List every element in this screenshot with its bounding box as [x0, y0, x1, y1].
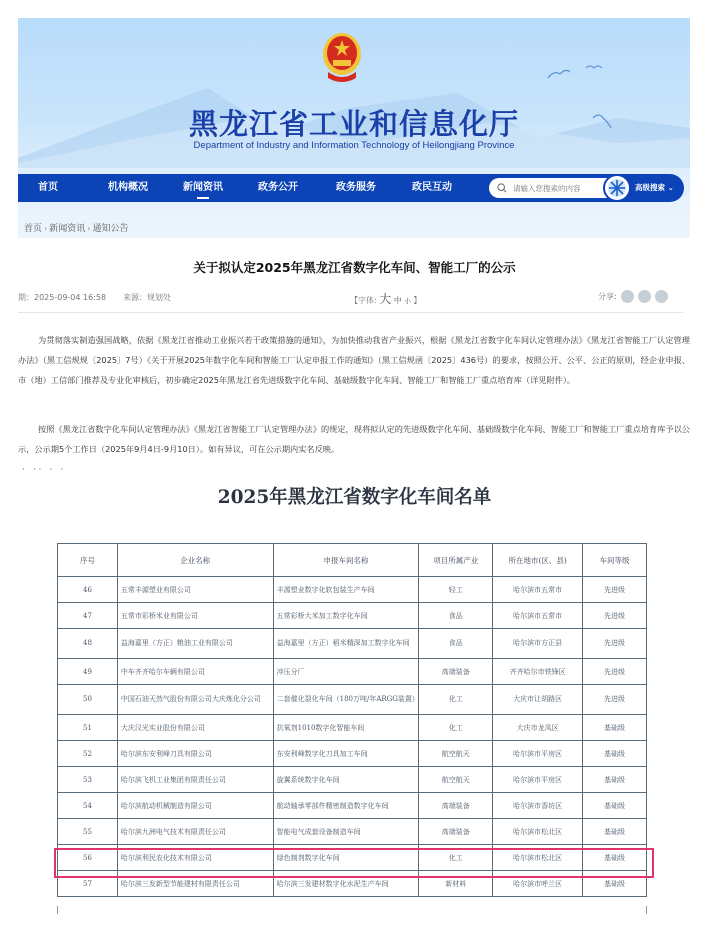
cell-location: 哈尔滨市平房区: [493, 767, 583, 793]
cell-level: 基础级: [583, 845, 647, 871]
cell-company: 中国石油天然气股份有限公司大庆炼化分公司: [117, 685, 273, 715]
chevron-right-icon: ›: [44, 224, 48, 233]
table-header-row: [58, 544, 647, 577]
cell-industry: 轻工: [419, 577, 493, 603]
article-paragraph-2: 按照《黑龙江省数字化车间认定管理办法》《黑龙江省智能工厂认定管理办法》的规定，现将拟认定的先进级数字化车间、基础级数字化车间、智能工厂和智能工厂重点培育库予以公示，公示期5个工作日（2025年9月4日-9月10日）。如有异议，可在公示期内实名反映。: [18, 424, 690, 454]
cell-no: 48: [58, 629, 118, 659]
font-medium-button[interactable]: 中: [393, 296, 402, 305]
cell-workshop: 五常彩桥大米加工数字化车间: [273, 603, 419, 629]
col-header-no: 序号: [58, 544, 118, 577]
favorite-star-icon[interactable]: [655, 290, 668, 303]
col-header-level: 车间等级: [583, 544, 647, 577]
cell-industry: 高端装备: [419, 659, 493, 685]
nav-item-gov-service[interactable]: 政务服务: [336, 182, 376, 193]
cell-workshop: 绿色制剂数字化车间: [273, 845, 419, 871]
cell-level: 先进级: [583, 659, 647, 685]
cell-location: 大庆市让胡路区: [493, 685, 583, 715]
cell-no: 56: [58, 845, 118, 871]
cell-industry: 航空航天: [419, 767, 493, 793]
cell-workshop: 智能电气成套设备制造车间: [273, 819, 419, 845]
cell-workshop: 丰源塑业数字化软包装生产车间: [273, 577, 419, 603]
cell-company: 大庆汉光实业股份有限公司: [117, 715, 273, 741]
main-nav: [18, 174, 684, 202]
cell-industry: 新材料: [419, 871, 493, 897]
cell-no: 53: [58, 767, 118, 793]
cell-workshop: 冲压分厂: [273, 659, 419, 685]
cell-no: 50: [58, 685, 118, 715]
cell-industry: 高端装备: [419, 819, 493, 845]
cell-workshop: 东安利峰数字化刀具加工车间: [273, 741, 419, 767]
cell-level: 先进级: [583, 629, 647, 659]
nav-item-about[interactable]: 机构概况: [108, 182, 148, 193]
header-banner: [18, 18, 690, 238]
cell-company: 哈尔滨东安利峰刀具有限公司: [117, 741, 273, 767]
cell-no: 51: [58, 715, 118, 741]
font-large-button[interactable]: 大: [379, 292, 392, 306]
cell-no: 47: [58, 603, 118, 629]
advanced-search-dropdown[interactable]: 高级搜索 ⌄: [635, 183, 674, 192]
cell-level: 基础级: [583, 871, 647, 897]
table-row-highlighted: [58, 845, 647, 871]
cell-industry: 食品: [419, 629, 493, 659]
nav-item-interaction[interactable]: 政民互动: [412, 182, 452, 193]
search-logo-icon[interactable]: [603, 174, 631, 202]
cell-industry: 航空航天: [419, 741, 493, 767]
table-row: [58, 819, 647, 845]
cell-no: 54: [58, 793, 118, 819]
cell-industry: 化工: [419, 685, 493, 715]
table-row: [58, 659, 647, 685]
roster-table: [57, 543, 647, 897]
table-row: [58, 715, 647, 741]
cell-workshop: 二套催化裂化车间（180万吨/年ARGG装置）: [273, 685, 419, 715]
weibo-share-icon[interactable]: [638, 290, 651, 303]
cell-location: 哈尔滨市五常市: [493, 603, 583, 629]
article-title: 关于拟认定2025年黑龙江省数字化车间、智能工厂的公示: [193, 260, 516, 275]
col-header-company: 企业名称: [117, 544, 273, 577]
cell-location: 哈尔滨市平房区: [493, 741, 583, 767]
ellipsis-marker: · ·· · ·: [22, 465, 67, 474]
cell-company: 哈尔滨利民农化技术有限公司: [117, 845, 273, 871]
breadcrumb-notices[interactable]: 通知公告: [92, 224, 129, 234]
table-row: [58, 767, 647, 793]
cell-level: 基础级: [583, 715, 647, 741]
cell-location: 哈尔滨市呼兰区: [493, 871, 583, 897]
cell-location: 齐齐哈尔市铁锋区: [493, 659, 583, 685]
cell-no: 55: [58, 819, 118, 845]
cell-company: 中车齐齐哈尔车辆有限公司: [117, 659, 273, 685]
table-row: [58, 741, 647, 767]
cell-company: 哈尔滨九洲电气技术有限责任公司: [117, 819, 273, 845]
cell-company: 五常市彩桥米业有限公司: [117, 603, 273, 629]
share-bar: [598, 290, 668, 303]
site-title: 黑龙江省工业和信息化厅: [188, 107, 519, 141]
roster-title: 2025年黑龙江省数字化车间名单: [217, 487, 492, 508]
table-row: [58, 871, 647, 897]
cell-no: 49: [58, 659, 118, 685]
table-row: [58, 603, 647, 629]
font-size-switcher: [350, 290, 421, 307]
site-subtitle: Department of Industry and Information Technology of Heilongjiang Province: [193, 140, 515, 151]
divider: [18, 312, 683, 313]
article-paragraph-1: 为贯彻落实制造强国战略，依据《黑龙江省推动工业振兴若干政策措施的通知》，为加快推动我省产业振兴，根据《黑龙江省数字化车间认定管理办法》《黑龙江省智能工厂认定管理办法》（黑工信规规〔2025〕7号）《关于开展2025年数字化车间和智能工厂认定申报工作的通知》（黑工信规函〔2025〕436号）的要求，按照公开、公平、公正的原则，经企业申报、市（地）工信部门推荐及专业化审核后，初步确定2025年黑龙江省先进级数字化车间、基础级数字化车间、智能工厂和智能工厂重点培育库（详见附件）。: [18, 335, 690, 385]
wechat-share-icon[interactable]: [621, 290, 634, 303]
cell-workshop: 益海嘉里（方正）稻米精深加工数字化车间: [273, 629, 419, 659]
cell-industry: 化工: [419, 715, 493, 741]
cell-no: 52: [58, 741, 118, 767]
cell-location: 哈尔滨市五常市: [493, 577, 583, 603]
cell-company: 五常丰源塑业有限公司: [117, 577, 273, 603]
col-header-location: 所在地市(区、县): [493, 544, 583, 577]
cell-level: 基础级: [583, 793, 647, 819]
cell-company: 哈尔滨三发新型节能建材有限责任公司: [117, 871, 273, 897]
article-meta: [18, 290, 690, 306]
cell-level: 先进级: [583, 603, 647, 629]
cell-workshop: 抗氧剂1010数字化智能车间: [273, 715, 419, 741]
cell-workshop: 哈尔滨三发建材数字化水泥生产车间: [273, 871, 419, 897]
cell-level: 基础级: [583, 767, 647, 793]
cell-location: 哈尔滨市松北区: [493, 845, 583, 871]
article-source: 来源：规划处: [123, 293, 171, 302]
breadcrumb: [24, 221, 128, 234]
search-icon: [497, 183, 507, 193]
cell-company: 哈尔滨航动机械制造有限公司: [117, 793, 273, 819]
chevron-right-icon: ›: [87, 224, 91, 233]
table-row: [58, 577, 647, 603]
table-continuation: [57, 906, 647, 914]
table-row: [58, 685, 647, 715]
search-input[interactable]: [513, 184, 613, 193]
cell-location: 哈尔滨市方正县: [493, 629, 583, 659]
breadcrumb-news[interactable]: 新闻资讯: [49, 224, 86, 234]
cell-level: 先进级: [583, 685, 647, 715]
cell-workshop: 航动轴承零部件精密制造数字化车间: [273, 793, 419, 819]
cell-industry: 食品: [419, 603, 493, 629]
cell-level: 基础级: [583, 819, 647, 845]
cell-company: 哈尔滨飞机工业集团有限责任公司: [117, 767, 273, 793]
table-row: [58, 793, 647, 819]
cell-level: 基础级: [583, 741, 647, 767]
font-label-close: 】: [413, 296, 422, 305]
share-label: 分享:: [598, 292, 617, 301]
cell-no: 46: [58, 577, 118, 603]
cell-no: 57: [58, 871, 118, 897]
cell-workshop: 旋翼系统数字化车间: [273, 767, 419, 793]
breadcrumb-home[interactable]: 首页: [24, 224, 43, 234]
cell-level: 先进级: [583, 577, 647, 603]
col-header-industry: 项目所属产业: [419, 544, 493, 577]
nav-item-news[interactable]: 新闻资讯: [173, 174, 233, 202]
cell-industry: 高端装备: [419, 793, 493, 819]
cell-company: 益海嘉里（方正）粮油工业有限公司: [117, 629, 273, 659]
cell-location: 大庆市龙凤区: [493, 715, 583, 741]
search-box[interactable]: [489, 178, 617, 198]
nav-item-gov-open[interactable]: 政务公开: [258, 182, 298, 193]
font-small-button[interactable]: 小: [404, 297, 411, 305]
col-header-workshop: 申报车间名称: [273, 544, 419, 577]
table-row: [58, 629, 647, 659]
cell-location: 哈尔滨市香坊区: [493, 793, 583, 819]
publish-date: 期：2025-09-04 16:58: [18, 293, 107, 302]
nav-item-home[interactable]: 首页: [38, 182, 58, 193]
cell-industry: 化工: [419, 845, 493, 871]
font-label: 【字体:: [350, 296, 377, 305]
national-emblem-icon: [322, 32, 362, 82]
cell-location: 哈尔滨市松北区: [493, 819, 583, 845]
